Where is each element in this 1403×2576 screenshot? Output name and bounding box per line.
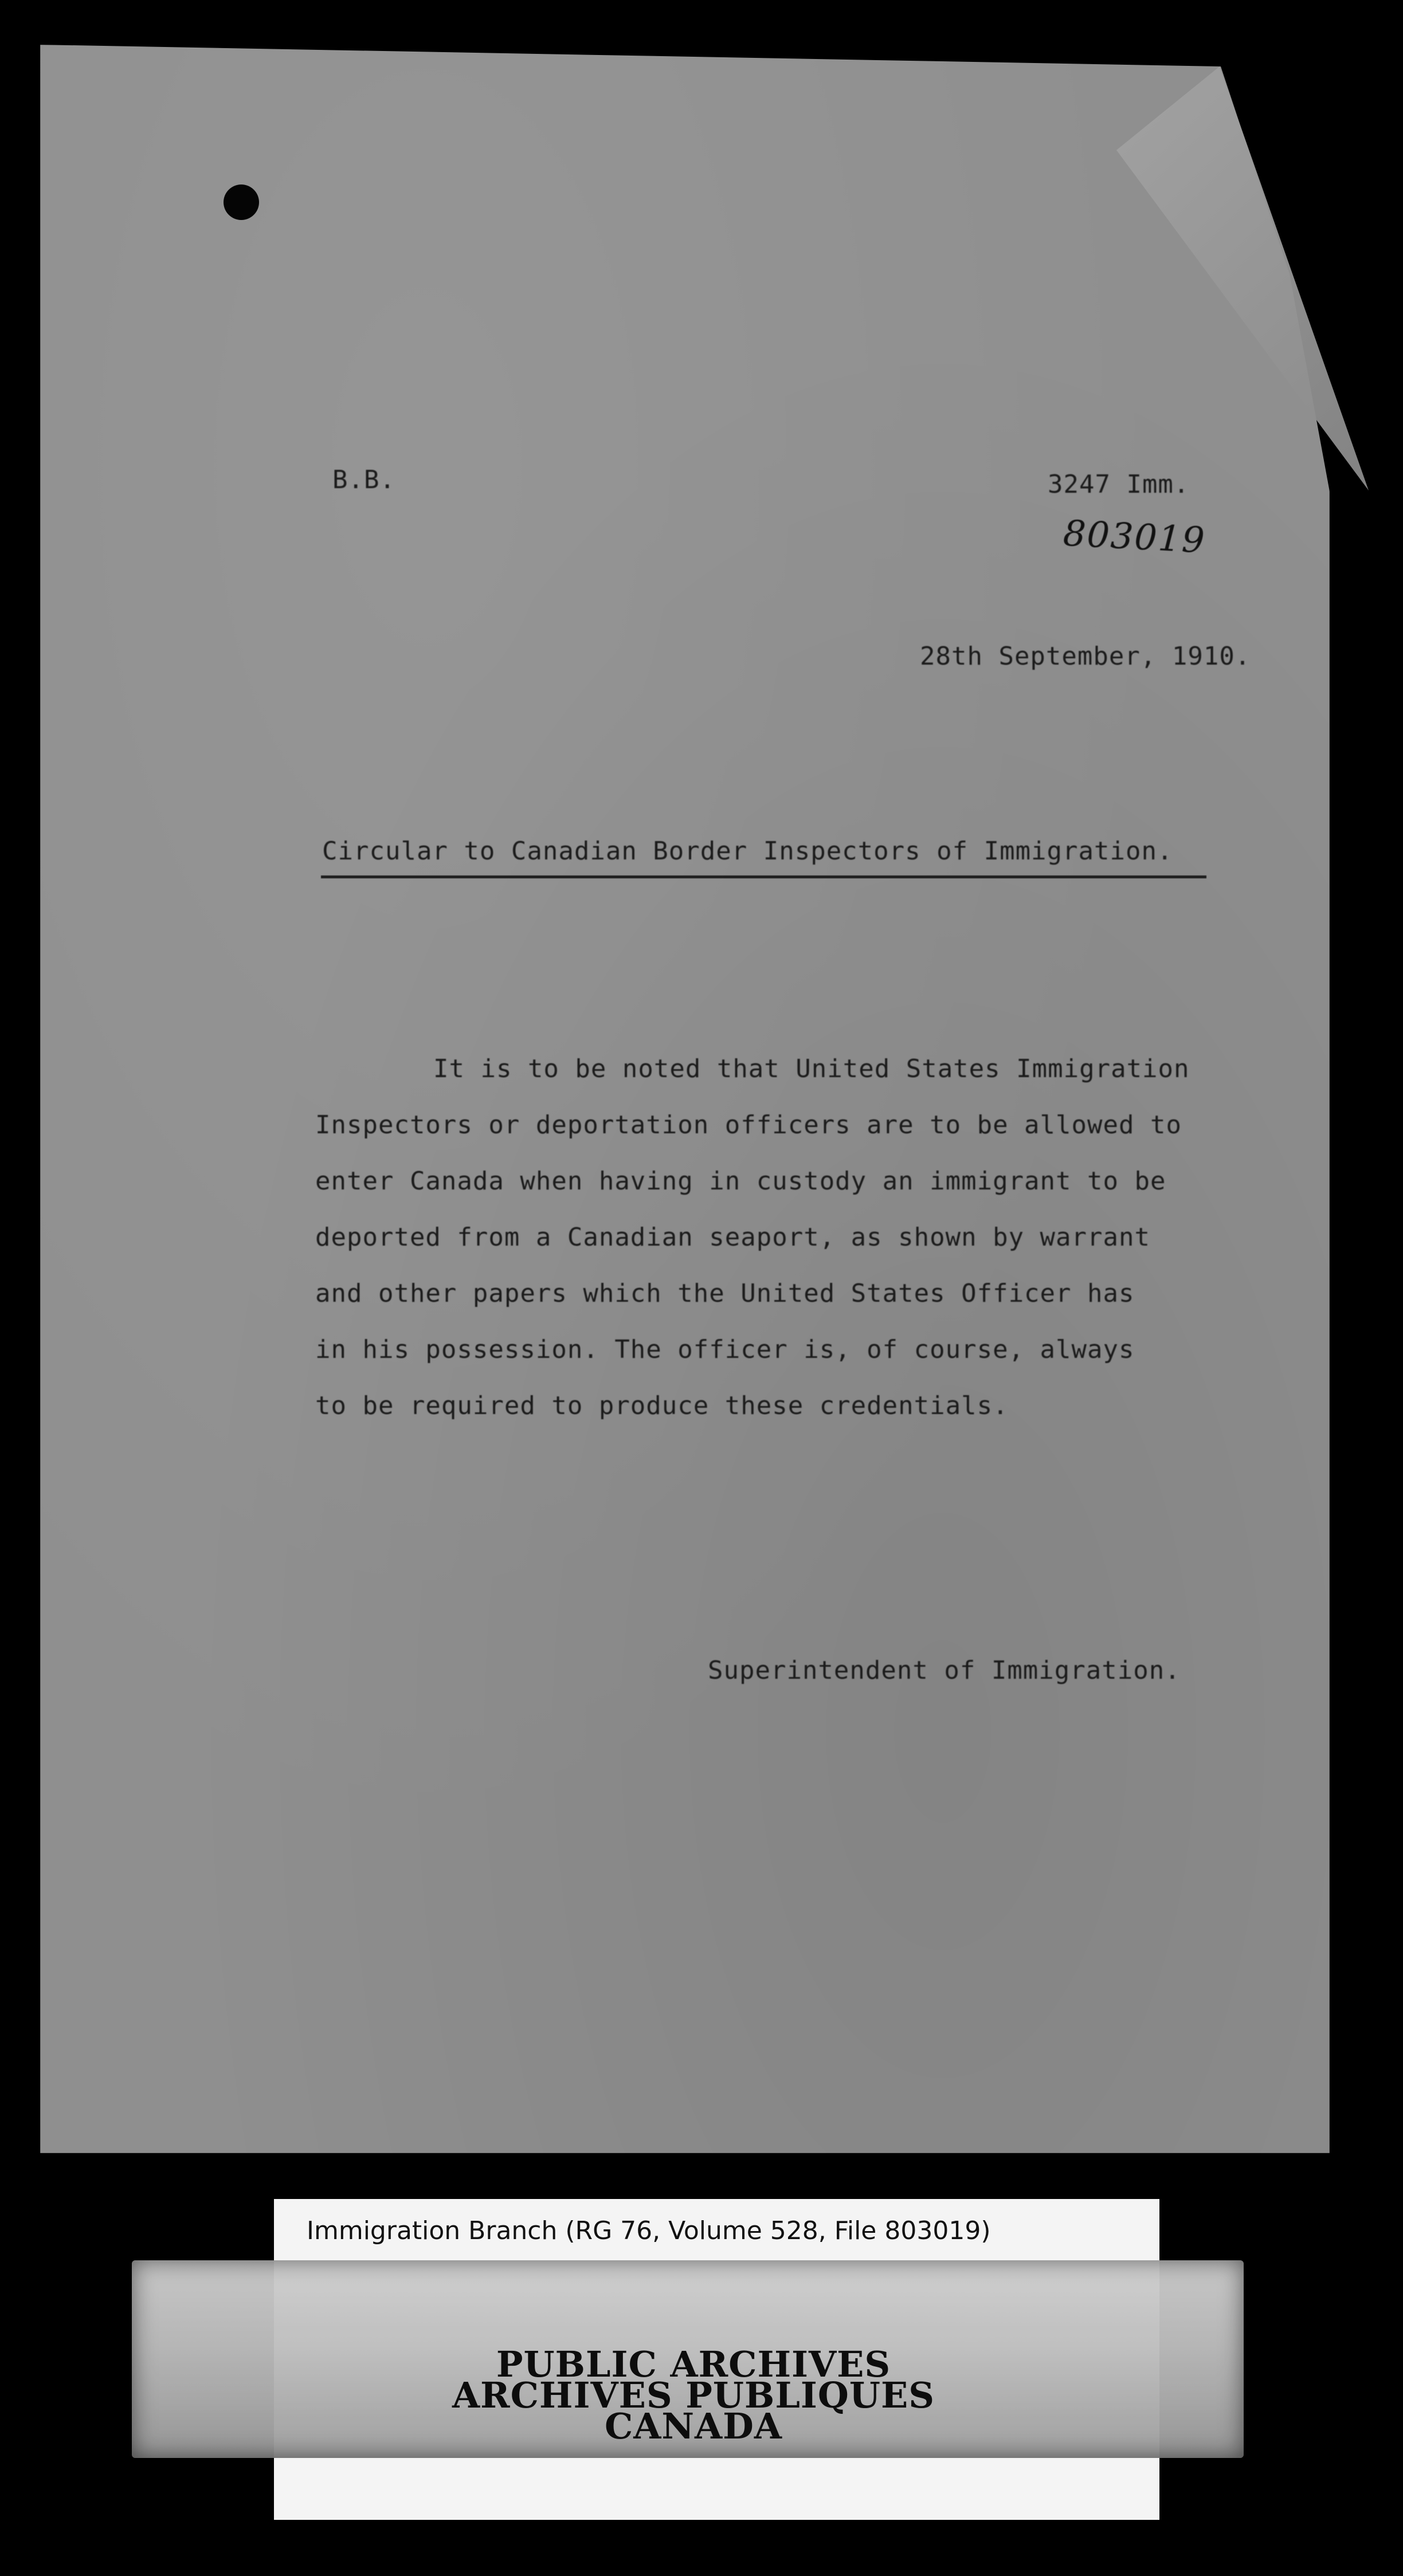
signature-line: Superintendent of Immigration. — [708, 1656, 1181, 1685]
body-line: enter Canada when having in custody an immigrant to be — [315, 1167, 1166, 1196]
punch-hole — [224, 184, 259, 220]
stamp-line: PUBLIC ARCHIVES — [496, 2343, 891, 2385]
body-line: to be required to produce these credentials. — [315, 1391, 1009, 1420]
body-line: and other papers which the United States Officer has — [315, 1279, 1135, 1308]
handwritten-file-number: 803019 — [1062, 512, 1207, 561]
body-line: Inspectors or deportation officers are to be allowed to — [315, 1110, 1182, 1140]
title-underline — [321, 875, 1206, 878]
circular-title: Circular to Canadian Border Inspectors of Immigration. — [322, 837, 1173, 866]
body-paragraph — [315, 1054, 1244, 1447]
initials: B.B. — [332, 465, 395, 494]
archive-citation: Immigration Branch (RG 76, Volume 528, File 803019) — [307, 2216, 991, 2245]
body-line: deported from a Canadian seaport, as shown by warrant — [315, 1223, 1150, 1252]
stamp-line: ARCHIVES PUBLIQUES — [452, 2374, 935, 2416]
archive-stamp — [447, 2343, 940, 2447]
body-line: in his possession. The officer is, of course, always — [315, 1335, 1135, 1364]
stamp-line: CANADA — [604, 2405, 783, 2447]
letter-date: 28th September, 1910. — [920, 642, 1251, 671]
reference-number: 3247 Imm. — [1048, 470, 1190, 499]
body-line: It is to be noted that United States Immigration — [433, 1054, 1190, 1083]
